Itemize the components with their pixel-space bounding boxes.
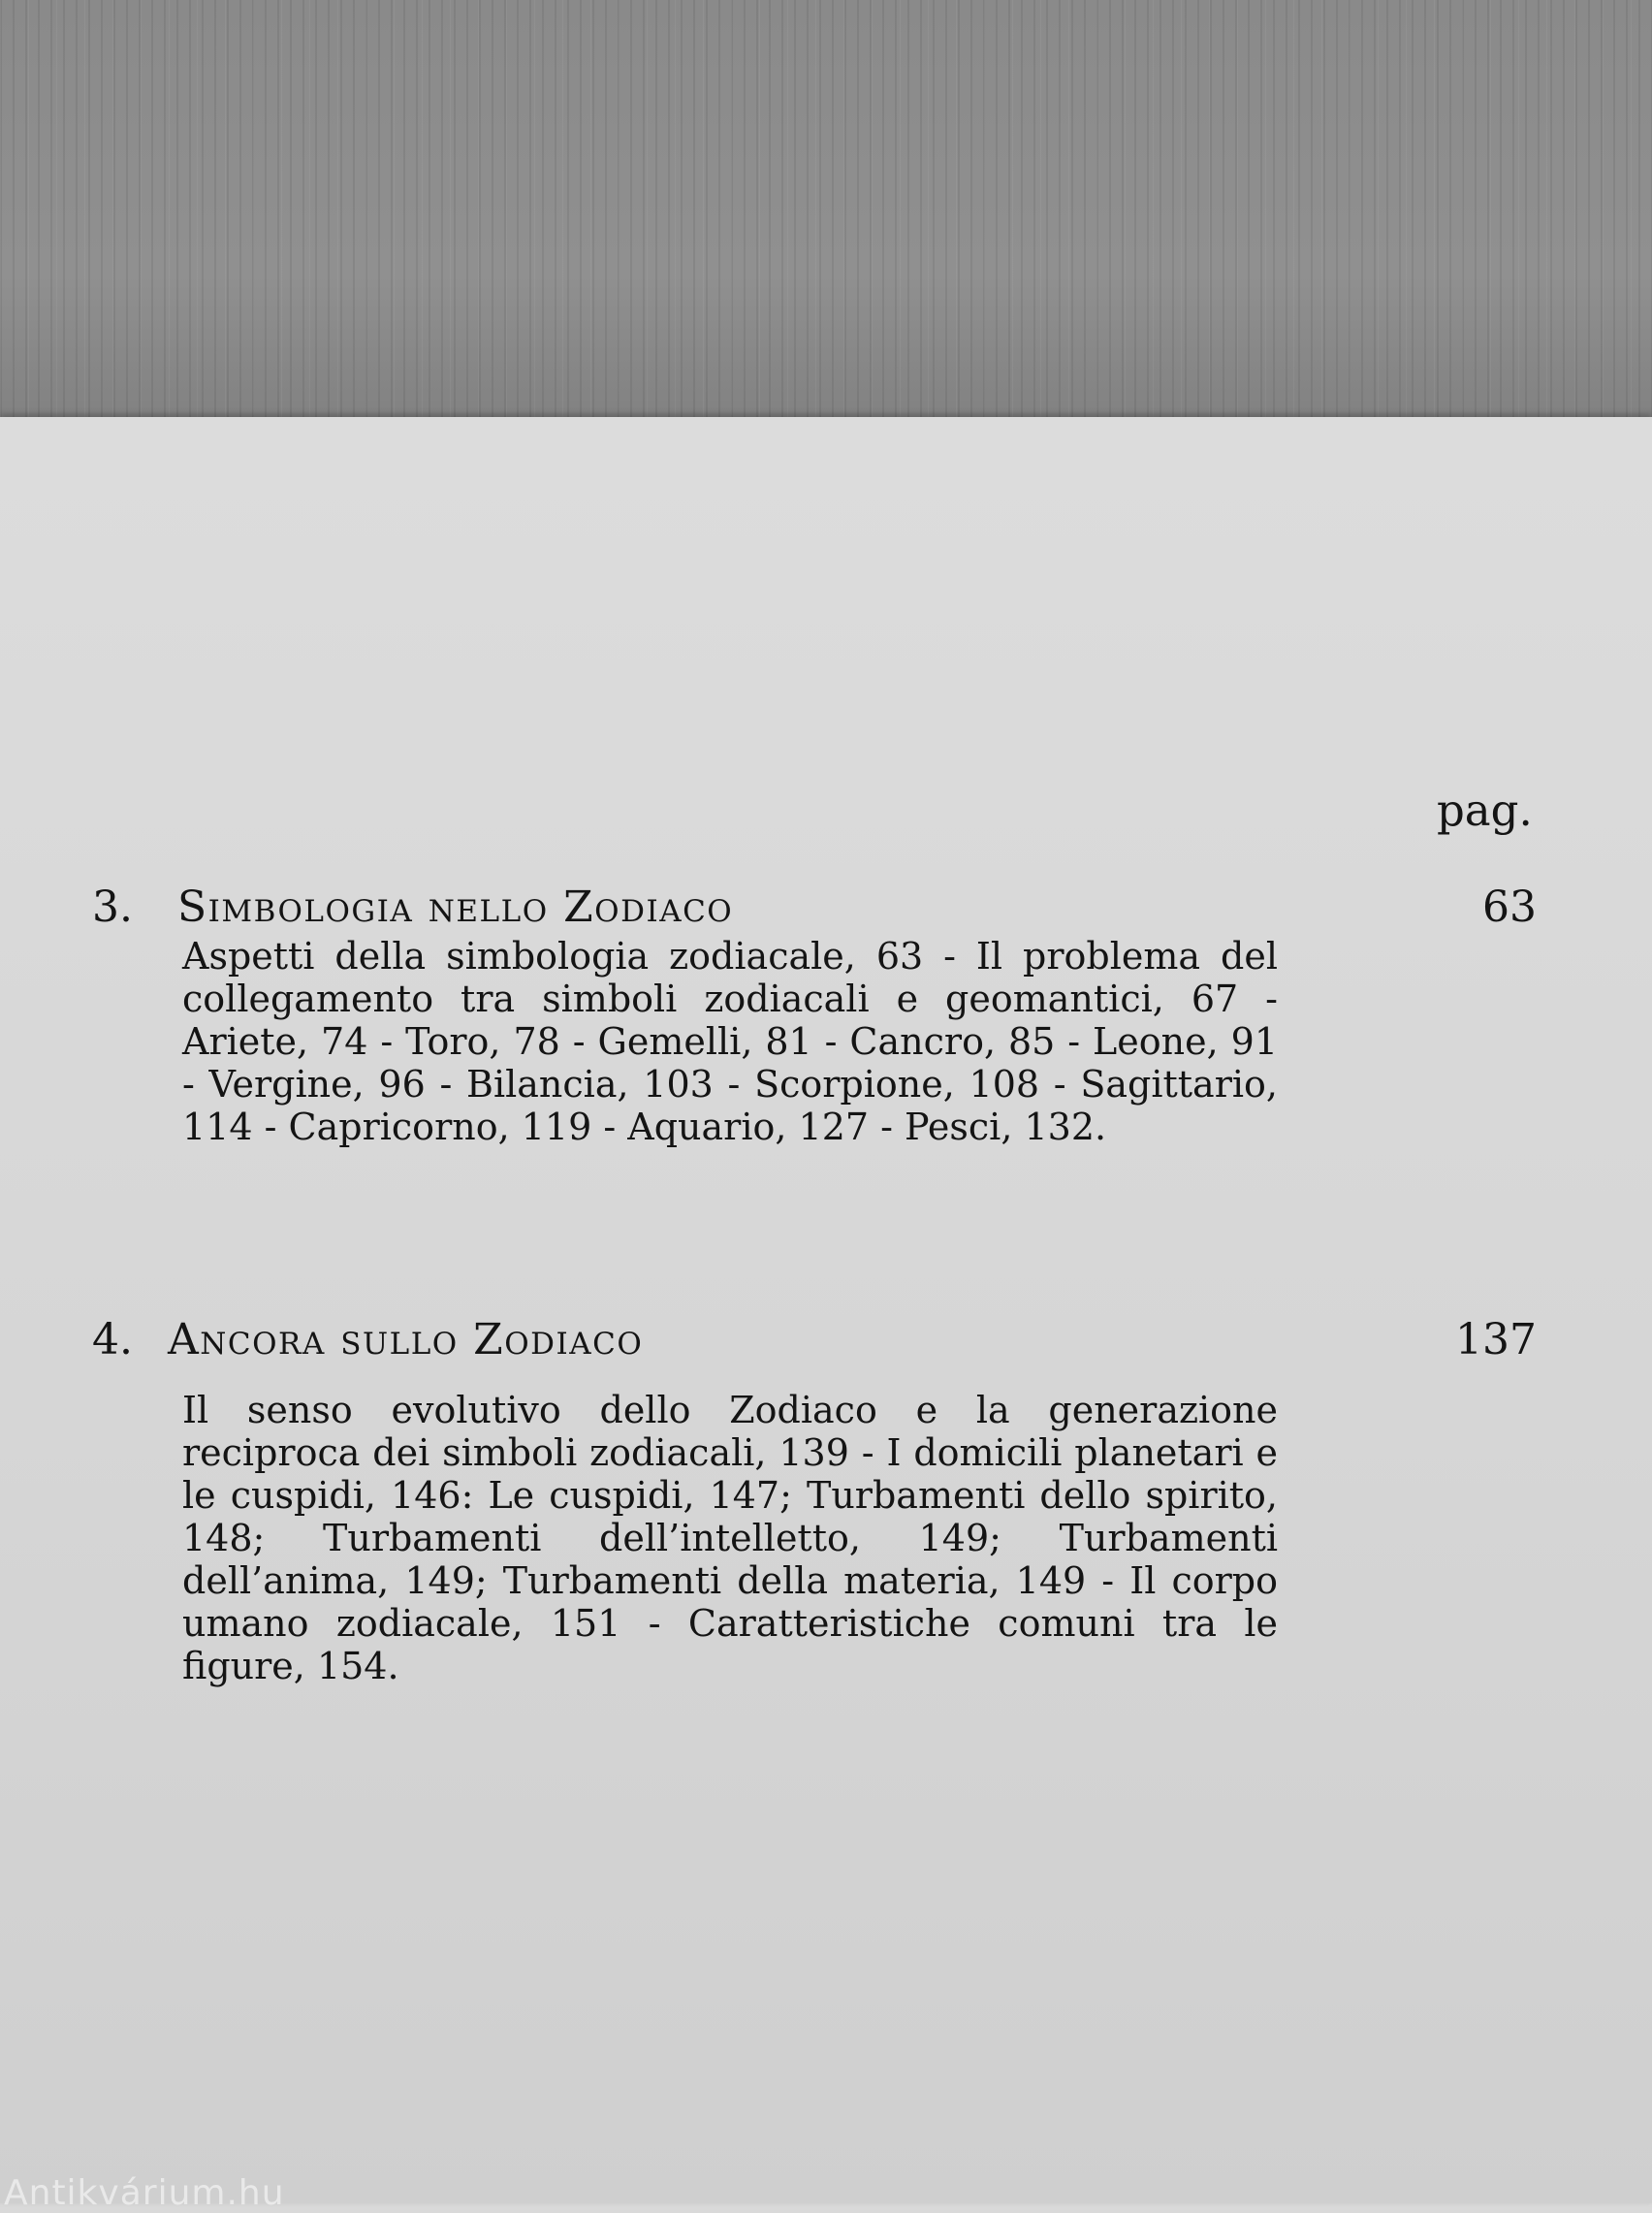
watermark: Antikvárium.hu bbox=[4, 2173, 285, 2213]
chapter-summary: Il senso evolutivo dello Zodiaco e la generazione reciproca dei simboli zodiacali, 139 - I domicili planetari e le cuspidi, 146: Le cuspidi, 147; Turbamenti dello spirito, 148; Turbamenti dell’intelletto, 149; Turbamenti dell’anima, 149; Turbamenti della materia, 149 - Il corpo umano zodiacale, 151 - Caratteristiche comuni tra le figure, 154. bbox=[182, 1389, 1278, 1687]
chapter-page-number: 137 bbox=[1455, 1315, 1537, 1364]
chapter-heading bbox=[92, 1309, 1537, 1371]
toc-entry-chapter-3 bbox=[92, 877, 1537, 1148]
chapter-number: 4. bbox=[92, 1315, 133, 1364]
chapter-page-number: 63 bbox=[1482, 882, 1537, 932]
background-surface bbox=[0, 0, 1652, 456]
toc-entry-chapter-4 bbox=[92, 1309, 1537, 1687]
chapter-title: Simbologia nello Zodiaco bbox=[177, 882, 734, 932]
chapter-summary: Aspetti della simbologia zodiacale, 63 - Il problema del collegamento tra simboli zodiacali e geomantici, 67 - Ariete, 74 - Toro, 78 - Gemelli, 81 - Cancro, 85 - Leone, 91 - Vergine, 96 - Bilancia, 103 - Scorpione, 108 - Sagittario, 114 - Capricorno, 119 - Aquario, 127 - Pesci, 132. bbox=[182, 935, 1278, 1148]
chapter-number: 3. bbox=[92, 882, 133, 932]
chapter-title: Ancora sullo Zodiaco bbox=[168, 1315, 644, 1364]
page-column-label: pag. bbox=[1437, 785, 1533, 836]
chapter-heading bbox=[92, 877, 1537, 939]
